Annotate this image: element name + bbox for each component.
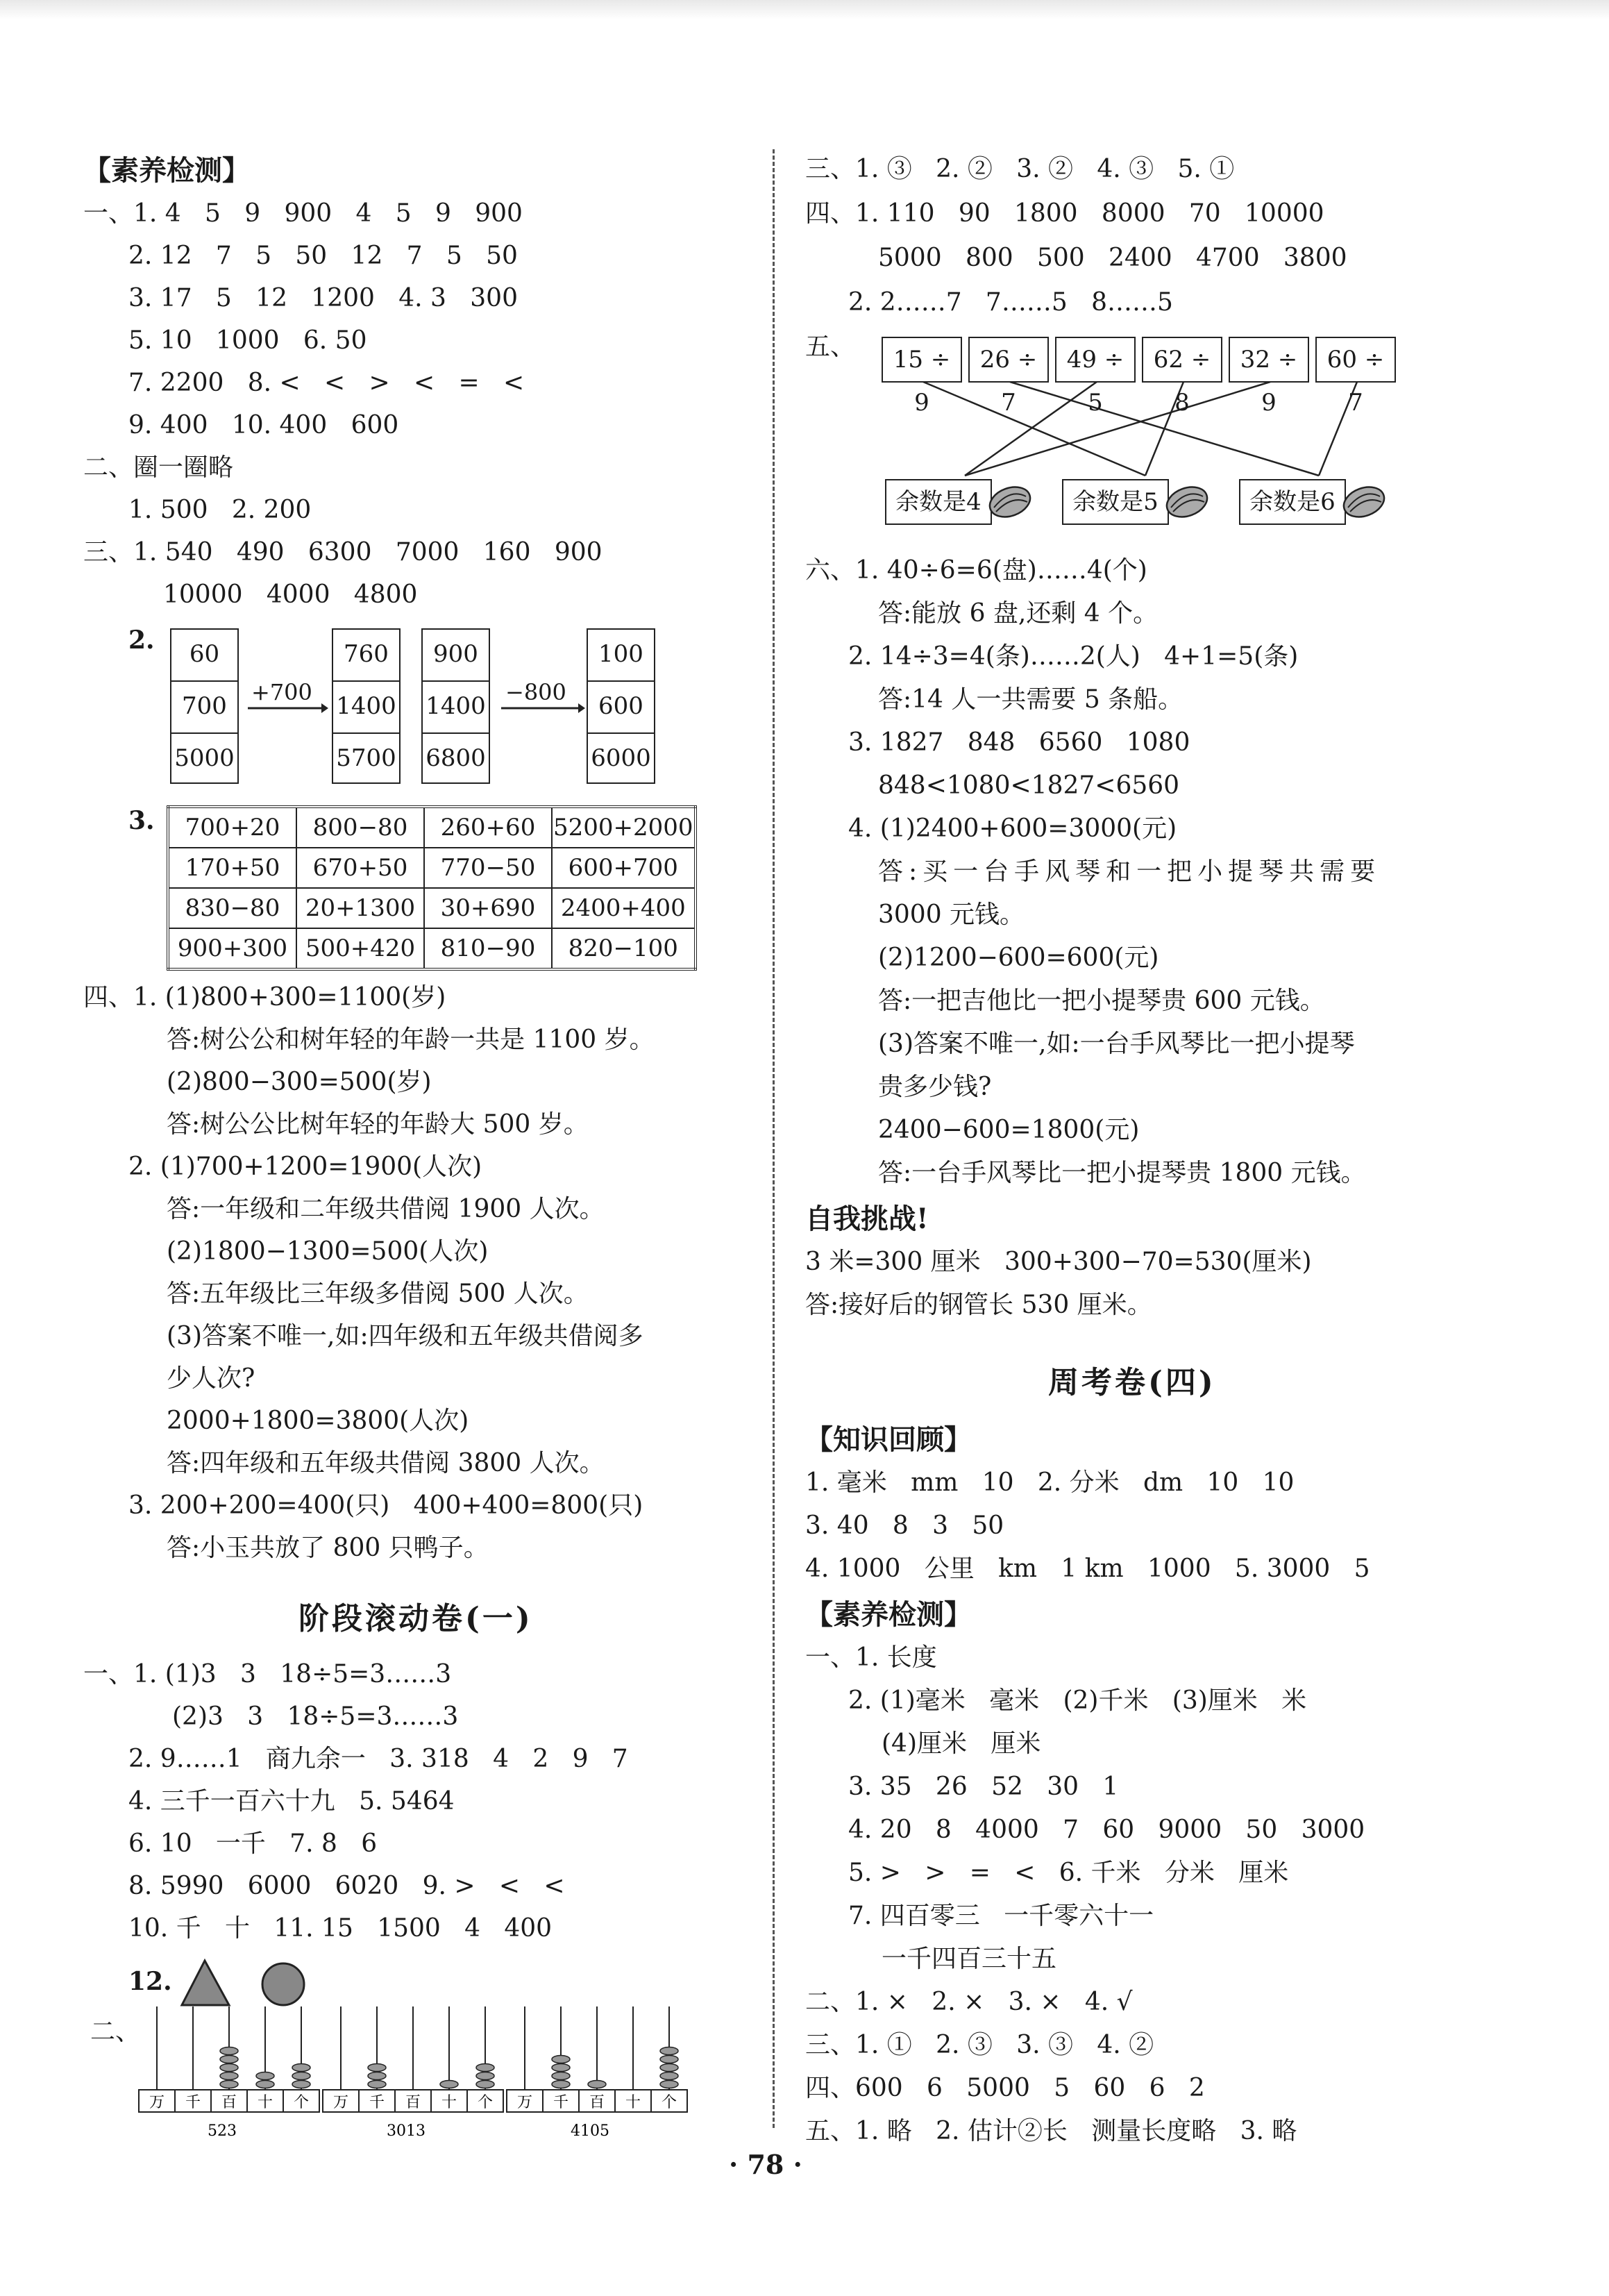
answer-line: (4)厘米 厘米 (882, 1729, 1041, 1758)
abacus-value-label: 4105 (571, 2122, 609, 2140)
flow-cell: 900 (423, 630, 489, 682)
grid-cell: 670+50 (296, 848, 424, 888)
grid-cell: 260+60 (424, 807, 552, 848)
abacus-bead (292, 2081, 310, 2088)
division-card: 49 ÷ 5 (1055, 337, 1136, 383)
abacus-bead (292, 2064, 310, 2072)
answer-line: 答:一台手风琴比一把小提琴贵 1800 元钱。 (878, 1159, 1366, 1187)
answer-line: 3000 元钱。 (878, 900, 1025, 929)
answer-line: 三、1. 540 490 6300 7000 160 900 (83, 538, 603, 567)
question-number: 2. (128, 626, 155, 655)
abacus-bead (660, 2081, 678, 2088)
flow-cell: 700 (171, 682, 237, 734)
abacus-bead (256, 2081, 274, 2088)
answer-line: 答:买一台手风琴和一把小提琴共需要 (878, 857, 1381, 886)
circle-shape (262, 1963, 304, 2005)
answer-line: 三、1. ① 2. ③ 3. ③ 4. ② (805, 2031, 1154, 2059)
division-card: 26 ÷ 7 (968, 337, 1049, 383)
abacus-bead (220, 2081, 238, 2088)
abacus-bead (368, 2081, 386, 2088)
remainder-card: 余数是5 (1062, 479, 1169, 525)
abacus-value-label: 523 (208, 2122, 237, 2140)
abacus-bead (552, 2081, 570, 2088)
abacus-bead (552, 2064, 570, 2072)
abacus-bead (368, 2072, 386, 2080)
abacus-value-label: 3013 (387, 2122, 426, 2140)
remainder-card: 余数是6 (1239, 479, 1346, 525)
grid-cell: 770−50 (424, 848, 552, 888)
flow-column-3 (421, 628, 490, 784)
abacus-bead (552, 2056, 570, 2063)
answer-line: (2)3 3 18÷5=3……3 (172, 1702, 459, 1731)
division-card: 15 ÷ 9 (882, 337, 962, 383)
answer-line: 2000+1800=3800(人次) (167, 1407, 469, 1435)
abacus-bead (220, 2047, 238, 2055)
answer-line: 一千四百三十五 (882, 1945, 1057, 1973)
answer-line: 二、圈一圈略 (83, 453, 234, 482)
abacus-bead (440, 2081, 458, 2088)
answer-line: 3. 1827 848 6560 1080 (848, 728, 1190, 757)
grid-cell: 830−80 (168, 888, 296, 928)
answer-line: 2. (1)毫米 毫米 (2)千米 (3)厘米 米 (848, 1686, 1307, 1715)
answer-line: 答:树公公和树年轻的年龄一共是 1100 岁。 (167, 1025, 655, 1054)
answer-line: 五、 (805, 333, 856, 361)
answer-line: (2)800−300=500(岁) (167, 1068, 432, 1096)
flow-arrow (500, 701, 587, 715)
flow-cell: 1400 (333, 682, 399, 734)
answer-line: 10000 4000 4800 (163, 580, 418, 609)
flow-cell: 760 (333, 630, 399, 682)
answer-line: 一、1. 4 5 9 900 4 5 9 900 (83, 199, 523, 228)
answer-line: 1. 500 2. 200 (128, 496, 312, 524)
abacus-place-label: 千 (553, 2094, 569, 2111)
abacus-bead (220, 2056, 238, 2063)
flow-cell: 60 (171, 630, 237, 682)
column-divider (773, 149, 775, 2128)
section-title-stage-test: 阶段滚动卷(一) (298, 1601, 533, 1636)
grid-cell: 600+700 (552, 848, 696, 888)
abacus-place-label: 个 (661, 2094, 677, 2111)
answer-line: 一、1. 长度 (805, 1643, 937, 1672)
abacus-bead (660, 2056, 678, 2063)
answer-line: 5. > > = < 6. 千米 分米 厘米 (848, 1859, 1289, 1887)
answer-line: 一、1. (1)3 3 18÷5=3……3 (83, 1660, 452, 1689)
answer-line: 848<1080<1827<6560 (878, 771, 1180, 800)
abacus-bead (660, 2047, 678, 2055)
answer-line: 4. 20 8 4000 7 60 9000 50 3000 (848, 1816, 1365, 1844)
answer-line: (3)答案不唯一,如:一台手风琴比一把小提琴 (878, 1030, 1355, 1058)
flow-cell: 600 (588, 682, 654, 734)
division-card: 32 ÷ 9 (1229, 337, 1309, 383)
abacus-place-label: 百 (405, 2094, 421, 2111)
abacus-place-label: 千 (185, 2094, 201, 2111)
answer-line: 7. 四百零三 一千零六十一 (848, 1902, 1154, 1930)
answer-line: 9. 400 10. 400 600 (128, 411, 399, 439)
answer-line: 4. (1)2400+600=3000(元) (848, 814, 1177, 843)
answer-line: 答:一年级和二年级共借阅 1900 人次。 (167, 1195, 605, 1223)
flow-cell: 5700 (336, 744, 396, 772)
answer-line: (2)1200−600=600(元) (878, 944, 1159, 972)
abacus-place-label: 百 (221, 2094, 237, 2111)
abacus-bead (552, 2072, 570, 2080)
abacus-bead (476, 2081, 494, 2088)
abacus-bead (220, 2072, 238, 2080)
answer-line: 5000 800 500 2400 4700 3800 (878, 244, 1347, 272)
answer-line: 1. 毫米 mm 10 2. 分米 dm 10 10 (805, 1468, 1295, 1497)
flow-column-4 (587, 628, 655, 784)
remainder-card: 余数是4 (885, 479, 992, 525)
grid-cell: 900+300 (168, 928, 296, 969)
answer-line: 答:四年级和五年级共借阅 3800 人次。 (167, 1449, 605, 1477)
answer-line: 2. 9……1 商九余一 3. 318 4 2 9 7 (128, 1745, 628, 1773)
answer-line: 2. 12 7 5 50 12 7 5 50 (128, 242, 518, 270)
answer-line: 二、 (90, 2018, 141, 2046)
abacus-bead (476, 2072, 494, 2080)
answer-line: 答:树公公比树年轻的年龄大 500 岁。 (167, 1110, 589, 1139)
answer-line: 3. 35 26 52 30 1 (848, 1773, 1119, 1801)
flow-operation: +700 (251, 679, 312, 705)
answer-line: 四、1. 110 90 1800 8000 70 10000 (805, 199, 1324, 228)
matching-diagram (882, 337, 1395, 531)
grid-cell: 500+420 (296, 928, 424, 969)
triangle-shape (182, 1961, 229, 2005)
page-top-shadow (0, 0, 1609, 19)
answer-line: 6. 10 一千 7. 8 6 (128, 1829, 378, 1858)
answer-line: 3 米=300 厘米 300+300−70=530(厘米) (805, 1248, 1312, 1276)
flow-arrow (246, 701, 330, 715)
abacus-place-label: 百 (589, 2094, 605, 2111)
flow-cell: 100 (588, 630, 654, 682)
flow-column-2 (332, 628, 401, 784)
section-heading-knowledge-review: 【知识回顾】 (805, 1423, 972, 1456)
answer-line: 5. 10 1000 6. 50 (128, 326, 367, 355)
section-heading-literacy-check: 【素养检测】 (805, 1598, 972, 1631)
abacus-bead (660, 2072, 678, 2080)
answer-line: 2. 14÷3=4(条)……2(人) 4+1=5(条) (848, 642, 1299, 671)
grid-cell: 820−100 (552, 928, 696, 969)
answer-line: 贵多少钱? (878, 1073, 992, 1101)
answer-line: 10. 千 十 11. 15 1500 4 400 (128, 1914, 553, 1943)
melon-icon (1340, 481, 1388, 523)
answer-line: 4. 1000 公里 km 1 km 1000 5. 3000 5 (805, 1555, 1370, 1583)
grid-cell: 30+690 (424, 888, 552, 928)
abacus-bead (588, 2081, 606, 2088)
maze-grid (167, 805, 697, 971)
abacus-bead (292, 2072, 310, 2080)
abacus-place-label: 十 (441, 2094, 457, 2111)
question-number: 3. (128, 806, 155, 835)
answer-line: 2. (1)700+1200=1900(人次) (128, 1153, 482, 1181)
grid-cell: 20+1300 (296, 888, 424, 928)
abacus-place-label: 十 (257, 2094, 273, 2111)
answer-line: 3. 200+200=400(只) 400+400=800(只) (128, 1491, 643, 1520)
answer-line: 8. 5990 6000 6020 9. > < < (128, 1872, 565, 1900)
answer-line: 四、1. (1)800+300=1100(岁) (83, 983, 446, 1012)
abacus-place-label: 万 (516, 2094, 533, 2111)
abacus-bead (660, 2064, 678, 2072)
division-card: 62 ÷ 8 (1142, 337, 1222, 383)
answer-line: 二、1. × 2. × 3. × 4. √ (805, 1988, 1133, 2016)
flow-operation: −800 (505, 679, 566, 705)
answer-line: 答:接好后的钢管长 530 厘米。 (805, 1291, 1152, 1319)
question-number: 12. (128, 1967, 172, 1996)
abacus-bead (368, 2064, 386, 2072)
abacus-place-label: 个 (477, 2094, 494, 2111)
grid-cell: 700+20 (168, 807, 296, 848)
abacus-place-label: 千 (369, 2094, 385, 2111)
abacus-place-label: 万 (149, 2094, 165, 2111)
abacus-bead (220, 2064, 238, 2072)
section-heading-literacy-check: 【素养检测】 (83, 154, 250, 187)
answer-line: 五、1. 略 2. 估计②长 测量长度略 3. 略 (805, 2117, 1297, 2145)
section-title-weekly-test: 周考卷(四) (1048, 1365, 1216, 1400)
answer-line: 答:五年级比三年级多借阅 500 人次。 (167, 1280, 589, 1308)
answer-line: 答:一把吉他比一把小提琴贵 600 元钱。 (878, 987, 1325, 1015)
answer-line: 少人次? (167, 1364, 255, 1393)
answer-line: 7. 2200 8. < < > < = < (128, 369, 525, 397)
answer-line: 4. 三千一百六十九 5. 5464 (128, 1787, 455, 1816)
abacus-place-label: 个 (293, 2094, 310, 2111)
answer-line: 2400−600=1800(元) (878, 1116, 1140, 1144)
answer-line: 2. 2……7 7……5 8……5 (848, 288, 1173, 317)
flow-cell: 1400 (423, 682, 489, 734)
flow-cell: 6000 (591, 744, 651, 772)
answer-line: 答:14 人一共需要 5 条船。 (878, 685, 1183, 714)
answer-line: 3. 40 8 3 50 (805, 1511, 1004, 1540)
abacus-place-label: 十 (625, 2094, 641, 2111)
answer-line: 三、1. ③ 2. ② 3. ② 4. ③ 5. ① (805, 155, 1235, 183)
grid-cell: 2400+400 (552, 888, 696, 928)
grid-cell: 800−80 (296, 807, 424, 848)
answer-line: 六、1. 40÷6=6(盘)……4(个) (805, 556, 1147, 585)
answer-line: 四、600 6 5000 5 60 6 2 (805, 2074, 1205, 2102)
grid-cell: 5200+2000 (552, 807, 696, 848)
answer-line: 3. 17 5 12 1200 4. 3 300 (128, 284, 518, 312)
division-card: 60 ÷ 7 (1315, 337, 1396, 383)
answer-line: 答:小玉共放了 800 只鸭子。 (167, 1534, 489, 1562)
flow-cell: 5000 (174, 744, 235, 772)
self-challenge-heading: 自我挑战! (805, 1203, 929, 1235)
answer-line: (3)答案不唯一,如:四年级和五年级共借阅多 (167, 1322, 643, 1350)
abacus-diagram (139, 2000, 708, 2140)
grid-cell: 170+50 (168, 848, 296, 888)
grid-cell: 810−90 (424, 928, 552, 969)
page-number: · 78 · (729, 2149, 802, 2180)
abacus-place-label: 万 (332, 2094, 349, 2111)
abacus-bead (476, 2064, 494, 2072)
answer-line: 答:能放 6 盘,还剩 4 个。 (878, 599, 1159, 628)
flow-column-1 (170, 628, 239, 784)
flow-cell: 6800 (426, 744, 486, 772)
answer-line: (2)1800−1300=500(人次) (167, 1237, 489, 1266)
abacus-bead (256, 2072, 274, 2080)
melon-icon (1163, 481, 1211, 523)
melon-icon (986, 481, 1034, 523)
